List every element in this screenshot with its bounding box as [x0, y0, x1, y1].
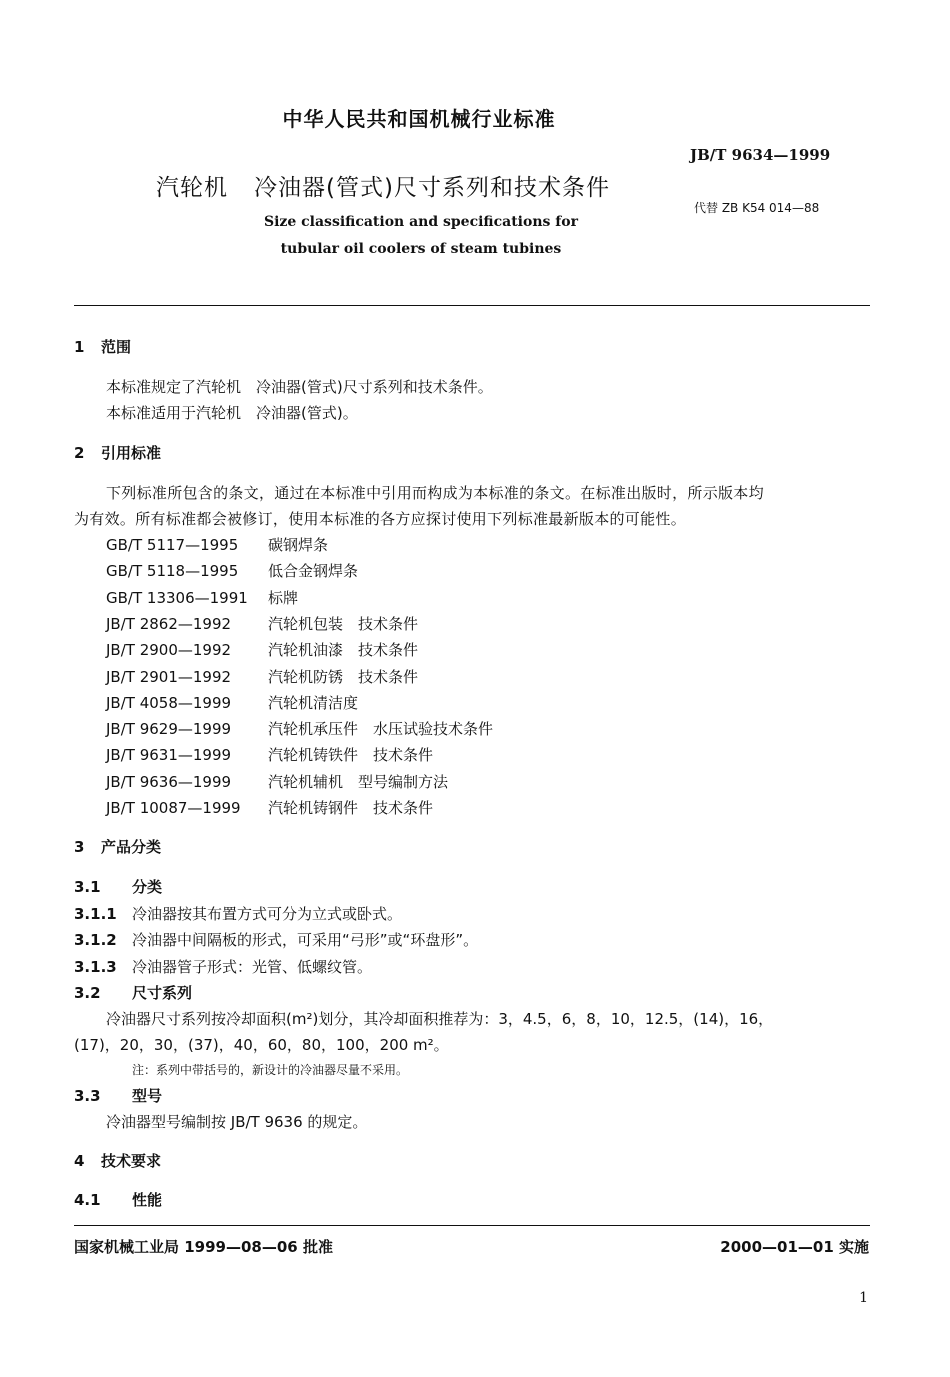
reference-name: 汽轮机承压件 水压试验技术条件	[268, 720, 494, 739]
section-1-para-2: 本标准适用于汽轮机 冷油器(管式)。	[106, 404, 358, 422]
clause-3-1-3	[74, 956, 372, 977]
reference-item	[106, 692, 358, 713]
section-number: 2	[74, 444, 85, 462]
subsection-title: 尺寸系列	[132, 984, 193, 1002]
subsection-title: 性能	[132, 1191, 163, 1209]
header-divider	[74, 305, 870, 306]
clause-text: 冷油器中间隔板的形式，可采用“弓形”或“环盘形”。	[132, 931, 479, 949]
section-2-para-line2: 为有效。所有标准都会被修订，使用本标准的各方应探讨使用下列标准最新版本的可能性。	[74, 510, 687, 528]
subsection-title: 型号	[132, 1087, 163, 1105]
clause-number: 3.1.3	[74, 958, 117, 976]
section-2-heading	[74, 442, 161, 463]
subsection-number: 3.2	[74, 984, 101, 1002]
reference-code: GB/T 5117—1995	[106, 536, 239, 554]
reference-code: JB/T 4058—1999	[106, 693, 232, 712]
title-part1: 汽轮机	[156, 175, 228, 201]
clause-number: 3.1.2	[74, 931, 117, 949]
section-number: 4	[74, 1152, 85, 1170]
reference-code: JB/T 9636—1999	[106, 772, 232, 791]
reference-name: 汽轮机防锈 技术条件	[268, 667, 419, 686]
section-3-2-heading	[74, 982, 192, 1003]
reference-item	[106, 718, 493, 739]
standard-number: JB/T 9634—1999	[690, 146, 831, 164]
reference-name: 汽轮机油漆 技术条件	[268, 641, 419, 660]
section-title: 范围	[101, 338, 132, 356]
reference-code: JB/T 2901—1992	[106, 667, 232, 686]
reference-item	[106, 613, 418, 634]
section-3-2-line1: 冷油器尺寸系列按冷却面积(m²)划分，其冷却面积推荐为：3，4.5，6，8，10，12.5，(14)，16，	[106, 1010, 774, 1028]
clause-3-1-2	[74, 929, 478, 950]
reference-code: JB/T 10087—1999	[106, 799, 241, 817]
reference-code: GB/T 5118—1995	[106, 562, 239, 581]
reference-item	[106, 797, 433, 818]
section-3-1-heading	[74, 876, 162, 897]
reference-item	[106, 771, 448, 792]
clause-3-1-1	[74, 903, 402, 924]
section-4-1-heading	[74, 1189, 162, 1210]
reference-name: 汽轮机包装 技术条件	[268, 614, 419, 633]
section-number: 3	[74, 838, 85, 856]
reference-name: 汽轮机铸铁件 技术条件	[268, 746, 434, 765]
reference-name: 汽轮机清洁度	[268, 693, 359, 712]
section-3-3-text: 冷油器型号编制按 JB/T 9636 的规定。	[106, 1113, 368, 1131]
approval-info: 国家机械工业局 1999—08—06 批准	[74, 1238, 333, 1256]
reference-item	[106, 534, 328, 555]
reference-name: 低合金钢焊条	[268, 562, 359, 581]
section-3-heading	[74, 836, 161, 857]
clause-number: 3.1.1	[74, 905, 117, 923]
reference-name: 碳钢焊条	[268, 536, 329, 554]
section-3-2-note: 注：系列中带括号的，新设计的冷油器尽量不采用。	[132, 1063, 409, 1077]
section-4-heading	[74, 1150, 161, 1171]
reference-code: JB/T 9629—1999	[106, 720, 232, 739]
replaces-standard: 代替 ZB K54 014—88	[694, 201, 820, 215]
reference-item	[106, 666, 418, 687]
english-title-line1: Size classification and specifications for	[263, 214, 578, 230]
clause-text: 冷油器按其布置方式可分为立式或卧式。	[132, 905, 403, 923]
clause-text: 冷油器管子形式：光管、低螺纹管。	[132, 958, 373, 976]
section-3-3-heading	[74, 1085, 162, 1106]
section-1-para-1: 本标准规定了汽轮机 冷油器(管式)尺寸系列和技术条件。	[106, 378, 493, 396]
reference-name: 汽轮机辅机 型号编制方法	[268, 772, 449, 791]
reference-code: JB/T 2900—1992	[106, 641, 232, 660]
reference-item	[106, 560, 358, 581]
subsection-number: 3.1	[74, 878, 101, 896]
document-title	[156, 169, 610, 202]
section-title: 技术要求	[101, 1152, 162, 1170]
subsection-number: 3.3	[74, 1087, 101, 1105]
reference-name: 汽轮机铸钢件 技术条件	[268, 799, 434, 817]
title-part2: 冷油器(管式)尺寸系列和技术条件	[254, 175, 610, 201]
issuing-organization: 中华人民共和国机械行业标准	[282, 107, 556, 131]
footer-divider	[74, 1225, 870, 1226]
section-title: 引用标准	[101, 444, 162, 462]
reference-item	[106, 639, 418, 660]
section-title: 产品分类	[101, 838, 162, 856]
reference-code: GB/T 13306—1991	[106, 588, 248, 607]
section-2-para-line1: 下列标准所包含的条文，通过在本标准中引用而构成为本标准的条文。在标准出版时，所示版本均	[106, 484, 764, 502]
section-3-2-line2: (17)，20，30，(37)，40，60，80，100，200 m²。	[74, 1036, 449, 1054]
reference-item	[106, 587, 298, 608]
reference-name: 标牌	[268, 588, 299, 607]
section-number: 1	[74, 338, 85, 356]
subsection-title: 分类	[132, 878, 163, 896]
english-title-line2: tubular oil coolers of steam tubines	[280, 241, 562, 257]
reference-code: JB/T 9631—1999	[106, 746, 232, 765]
page-number: 1	[859, 1290, 868, 1306]
reference-item	[106, 744, 433, 765]
implementation-date: 2000—01—01 实施	[720, 1238, 869, 1256]
section-1-heading	[74, 336, 131, 357]
subsection-number: 4.1	[74, 1191, 101, 1209]
reference-code: JB/T 2862—1992	[106, 614, 232, 633]
